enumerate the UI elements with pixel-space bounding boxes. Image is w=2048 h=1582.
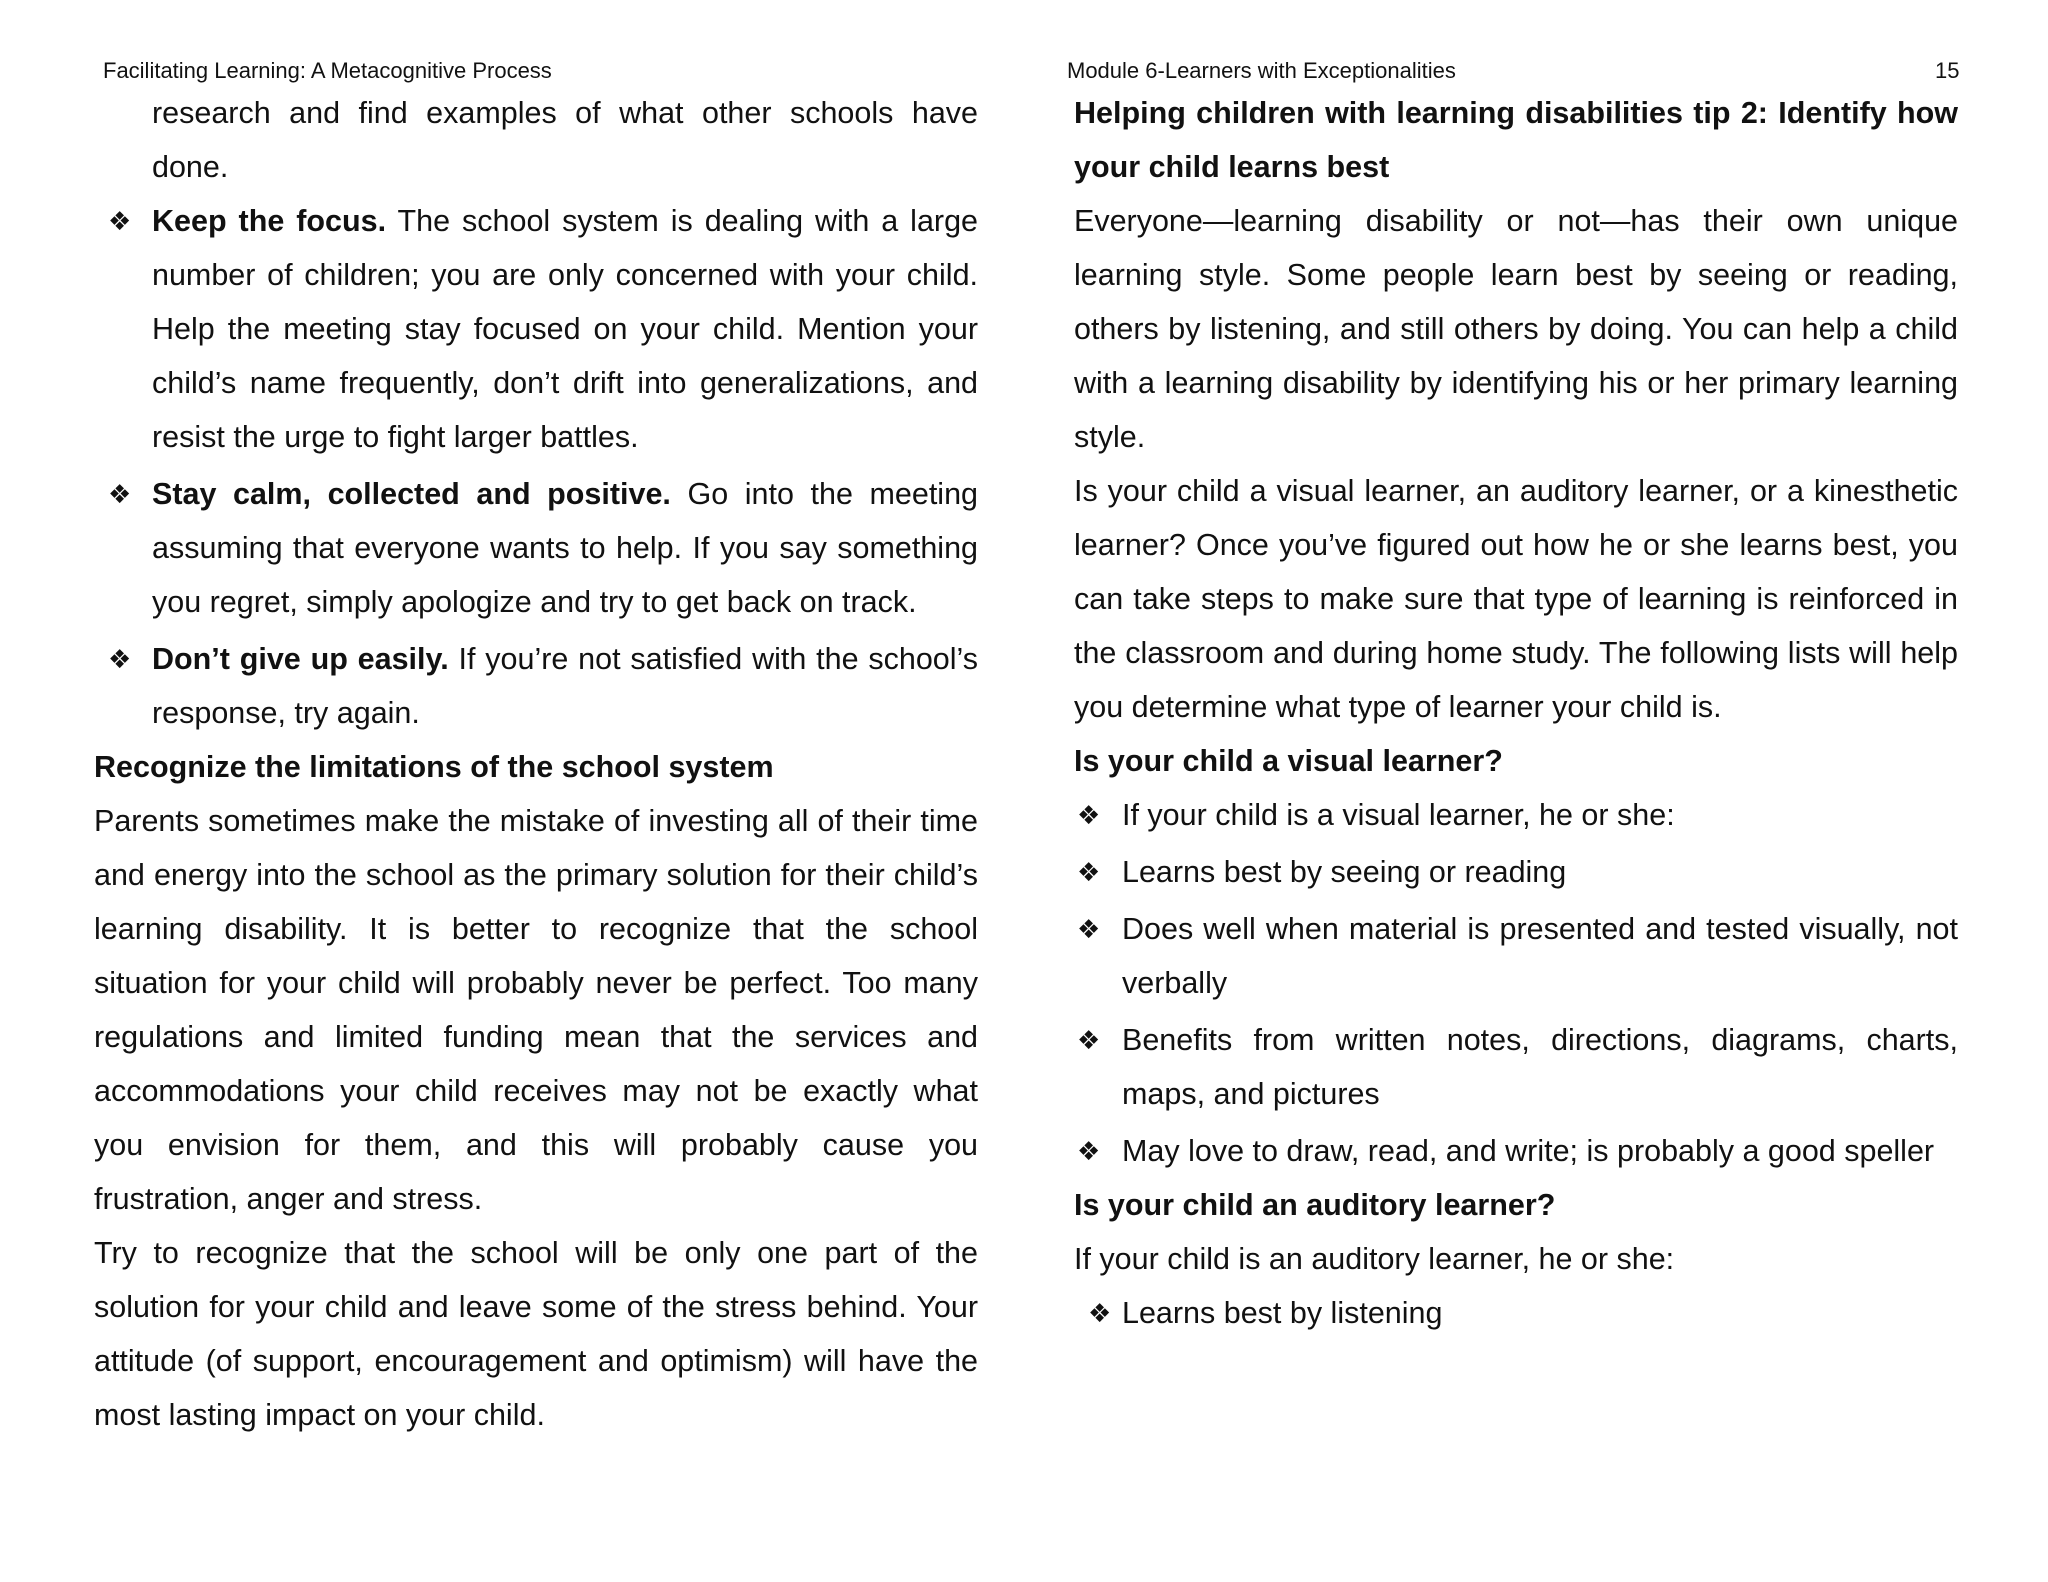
paragraph: Is your child a visual learner, an auditory learner, or a kinesthetic learner? Once you’ve figured out how he or she learns best, you can take steps to make sure that type of learning is reinforced in the classroom and during home study. The following lists will help you determine what type of learner your child is.	[1074, 474, 1958, 724]
bullet-lead: Keep the focus.	[152, 204, 387, 238]
running-header-right: Module 6-Learners with Exceptionalities	[1067, 58, 1456, 83]
list-item	[94, 632, 978, 740]
bullet-lead: Don’t give up easily.	[152, 642, 449, 676]
diamond-bullet-icon: ❖	[108, 206, 132, 236]
bullet-text: Learns best by seeing or reading	[1122, 855, 1567, 889]
list-item	[1074, 788, 1958, 842]
auditory-bullet-list	[1074, 1286, 1958, 1340]
left-bullet-list	[94, 194, 978, 740]
bullet-text: Go into the meeting assuming that everyone wants to help. If you say something you regret, simply apologize and try to get back on track.	[152, 477, 978, 619]
bullet-text: May love to draw, read, and write; is probably a good speller	[1122, 1134, 1935, 1168]
list-item	[94, 194, 978, 464]
diamond-bullet-icon: ❖	[1077, 1136, 1101, 1166]
bullet-text: Does well when material is presented and tested visually, not verbally	[1122, 912, 1958, 1000]
diamond-bullet-icon: ❖	[108, 644, 132, 674]
page-number: 15	[1935, 58, 1960, 83]
left-column	[94, 86, 978, 1442]
list-item	[1074, 845, 1958, 899]
paragraph: Parents sometimes make the mistake of investing all of their time and energy into the school as the primary solution for their child’s learning disability. It is better to recognize that the school situation for your child will probably never be perfect. Too many regulations and limited funding mean that the services and accommodations your child receives may not be exactly what you envision for them, and this will probably cause you frustration, anger and stress.	[94, 804, 978, 1216]
bullet-text: Benefits from written notes, directions, diagrams, charts, maps, and pictures	[1122, 1023, 1958, 1111]
diamond-bullet-icon: ❖	[1077, 857, 1101, 887]
running-header-left: Facilitating Learning: A Metacognitive Process	[103, 58, 552, 83]
section-heading: Recognize the limitations of the school system	[94, 750, 774, 784]
diamond-bullet-icon: ❖	[1077, 914, 1101, 944]
list-item	[1074, 1013, 1958, 1121]
bullet-text: Learns best by listening	[1122, 1296, 1443, 1330]
section-heading: Helping children with learning disabilities tip 2: Identify how your child learns best	[1074, 96, 1958, 184]
diamond-bullet-icon: ❖	[1077, 800, 1101, 830]
bullet-text: The school system is dealing with a large number of children; you are only concerned with your child. Help the meeting stay focused on your child. Mention your child’s name frequently, don’t drift into generalizations, and resist the urge to fight larger battles.	[152, 204, 978, 454]
paragraph: Everyone—learning disability or not—has their own unique learning style. Some people learn best by seeing or reading, others by listening, and still others by doing. You can help a child with a learning disability by identifying his or her primary learning style.	[1074, 204, 1958, 454]
list-item	[1074, 902, 1958, 1010]
paragraph: If your child is an auditory learner, he or she:	[1074, 1242, 1675, 1276]
visual-bullet-list	[1074, 788, 1958, 1178]
visual-learner-heading: Is your child a visual learner?	[1074, 744, 1503, 778]
diamond-bullet-icon: ❖	[1088, 1298, 1112, 1328]
bullet-text: If you’re not satisfied with the school’s response, try again.	[152, 642, 979, 730]
paragraph: Try to recognize that the school will be only one part of the solution for your child and leave some of the stress behind. Your attitude (of support, encouragement and optimism) will have the most lasting impact on your child.	[94, 1236, 978, 1432]
auditory-learner-heading: Is your child an auditory learner?	[1074, 1188, 1556, 1222]
diamond-bullet-icon: ❖	[1077, 1025, 1101, 1055]
diamond-bullet-icon: ❖	[108, 479, 132, 509]
bullet-lead: Stay calm, collected and positive.	[152, 477, 671, 511]
continuation-text: research and find examples of what other schools have done.	[152, 96, 978, 184]
right-column	[1074, 86, 1958, 1340]
list-item	[94, 467, 978, 629]
list-item	[1074, 1124, 1958, 1178]
list-item	[1074, 1286, 1958, 1340]
bullet-text: If your child is a visual learner, he or she:	[1122, 798, 1675, 832]
